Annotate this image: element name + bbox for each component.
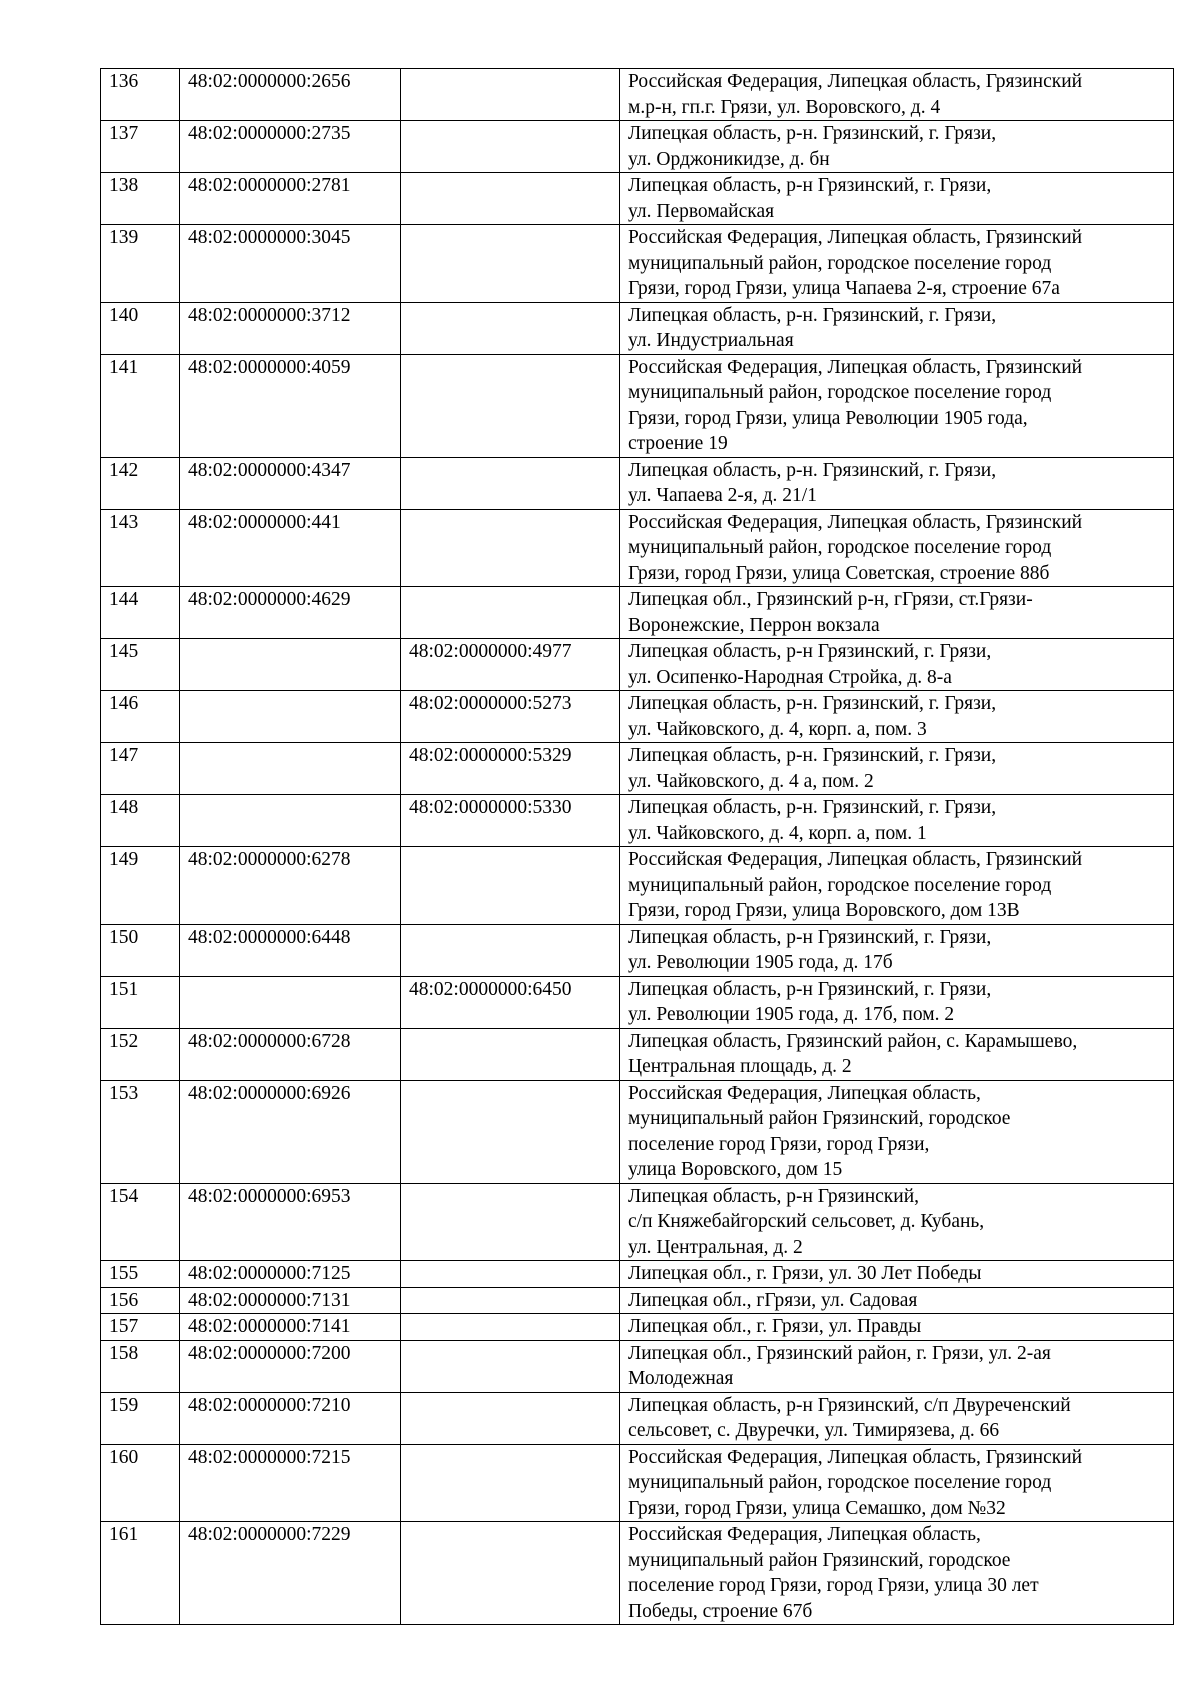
address-cell [620,743,1174,795]
table-row [101,1261,1174,1288]
table-row [101,1183,1174,1261]
land-cadastral-number-cell: 48:02:0000000:7200 [180,1340,401,1392]
row-number-cell: 137 [101,121,180,173]
object-cadastral-number-cell [401,1522,620,1625]
land-cadastral-number-cell: 48:02:0000000:7125 [180,1261,401,1288]
address-line: муниципальный район Грязинский, городское [628,1108,1011,1129]
table-row [101,847,1174,925]
object-cadastral-number-cell [401,924,620,976]
address-line: Липецкая область, р-н Грязинский, г. Грязи, [628,641,992,662]
address-line: Победы, строение 67б [628,1600,813,1622]
row-number-cell: 159 [101,1392,180,1444]
address-line: ул. Революции 1905 года, д. 17б, пом. 2 [628,1004,955,1025]
address-line: Липецкая область, р-н Грязинский, [628,1185,920,1207]
address-line: Грязи, город Грязи, улица Воровского, дом 13В [628,900,1020,921]
table-row [101,1028,1174,1080]
address-cell [620,121,1174,173]
address-line: Липецкая обл., Грязинский район, г. Грязи, ул. 2-ая [628,1342,1051,1364]
object-cadastral-number-cell [401,173,620,225]
address-cell [620,587,1174,639]
object-cadastral-number-cell: 48:02:0000000:6450 [401,976,620,1028]
address-cell [620,1444,1174,1522]
address-line: Грязи, город Грязи, улица Советская, строение 88б [628,562,1050,584]
row-number-cell: 147 [101,743,180,795]
address-line: ул. Чайковского, д. 4, корп. а, пом. 3 [628,718,927,740]
row-number-cell: 156 [101,1287,180,1314]
table-row [101,795,1174,847]
land-cadastral-number-cell: 48:02:0000000:6953 [180,1183,401,1261]
land-cadastral-number-cell: 48:02:0000000:6926 [180,1080,401,1183]
address-cell [620,1522,1174,1625]
land-cadastral-number-cell: 48:02:0000000:2781 [180,173,401,225]
address-line: Липецкая область, р-н. Грязинский, г. Грязи, [628,693,997,714]
land-cadastral-number-cell: 48:02:0000000:4059 [180,354,401,457]
table-row [101,121,1174,173]
address-cell [620,1080,1174,1183]
address-line: муниципальный район, городское поселение город [628,874,1052,896]
land-cadastral-number-cell: 48:02:0000000:7215 [180,1444,401,1522]
address-line: м.р-н, гп.г. Грязи, ул. Воровского, д. 4 [628,96,941,118]
address-line: муниципальный район, городское поселение город [628,382,1052,403]
row-number-cell: 145 [101,639,180,691]
table-row [101,691,1174,743]
land-cadastral-number-cell [180,743,401,795]
table-row [101,1340,1174,1392]
land-cadastral-number-cell [180,795,401,847]
address-cell [620,795,1174,847]
land-cadastral-number-cell: 48:02:0000000:6728 [180,1028,401,1080]
object-cadastral-number-cell [401,225,620,303]
land-cadastral-number-cell: 48:02:0000000:2656 [180,69,401,121]
object-cadastral-number-cell [401,1314,620,1341]
address-line: поселение город Грязи, город Грязи, улица 30 лет [628,1575,1039,1596]
address-line: Российская Федерация, Липецкая область, Грязинский [628,849,1083,870]
land-cadastral-number-cell [180,976,401,1028]
object-cadastral-number-cell [401,1287,620,1314]
land-cadastral-number-cell: 48:02:0000000:4629 [180,587,401,639]
object-cadastral-number-cell [401,302,620,354]
row-number-cell: 151 [101,976,180,1028]
table-row [101,225,1174,303]
land-cadastral-number-cell: 48:02:0000000:6448 [180,924,401,976]
land-cadastral-number-cell: 48:02:0000000:441 [180,509,401,587]
object-cadastral-number-cell [401,1028,620,1080]
address-line: Российская Федерация, Липецкая область, [628,1524,981,1545]
land-cadastral-number-cell: 48:02:0000000:7210 [180,1392,401,1444]
row-number-cell: 161 [101,1522,180,1625]
address-line: ул. Чайковского, д. 4 а, пом. 2 [628,770,874,792]
address-line: ул. Революции 1905 года, д. 17б [628,952,893,973]
address-line: ул. Чайковского, д. 4, корп. а, пом. 1 [628,822,927,844]
address-cell [620,1340,1174,1392]
document-page [100,68,1173,1625]
object-cadastral-number-cell: 48:02:0000000:5329 [401,743,620,795]
land-cadastral-number-cell [180,639,401,691]
table-row [101,639,1174,691]
address-line: улица Воровского, дом 15 [628,1159,843,1180]
address-line: Российская Федерация, Липецкая область, [628,1082,981,1104]
address-line: Липецкая обл., Грязинский р-н, гГрязи, ст.Грязи- [628,589,1033,610]
object-cadastral-number-cell [401,1261,620,1288]
land-cadastral-number-cell: 48:02:0000000:7131 [180,1287,401,1314]
address-cell [620,1261,1174,1288]
cadastral-registry-table [100,68,1174,1625]
table-row [101,69,1174,121]
land-cadastral-number-cell: 48:02:0000000:3045 [180,225,401,303]
address-line: ул. Чапаева 2-я, д. 21/1 [628,485,817,506]
row-number-cell: 157 [101,1314,180,1341]
table-row [101,1314,1174,1341]
address-line: с/п Княжебайгорский сельсовет, д. Кубань, [628,1211,985,1232]
address-line: Грязи, город Грязи, улица Революции 1905 года, [628,407,1028,429]
address-cell [620,976,1174,1028]
row-number-cell: 152 [101,1028,180,1080]
address-cell [620,173,1174,225]
address-cell [620,1183,1174,1261]
address-cell [620,1028,1174,1080]
address-cell [620,302,1174,354]
address-cell [620,639,1174,691]
address-line: Российская Федерация, Липецкая область, Грязинский [628,511,1083,533]
row-number-cell: 155 [101,1261,180,1288]
land-cadastral-number-cell: 48:02:0000000:2735 [180,121,401,173]
address-cell [620,509,1174,587]
address-line: ул. Центральная, д. 2 [628,1236,803,1258]
table-row [101,1444,1174,1522]
row-number-cell: 136 [101,69,180,121]
address-line: муниципальный район, городское поселение город [628,537,1052,558]
object-cadastral-number-cell: 48:02:0000000:5330 [401,795,620,847]
object-cadastral-number-cell [401,354,620,457]
object-cadastral-number-cell [401,1392,620,1444]
table-row [101,1392,1174,1444]
row-number-cell: 160 [101,1444,180,1522]
address-line: Центральная площадь, д. 2 [628,1056,852,1077]
table-row [101,1522,1174,1625]
address-line: Молодежная [628,1368,734,1389]
row-number-cell: 139 [101,225,180,303]
table-row [101,743,1174,795]
object-cadastral-number-cell [401,847,620,925]
land-cadastral-number-cell: 48:02:0000000:7141 [180,1314,401,1341]
table-row [101,587,1174,639]
address-cell [620,457,1174,509]
address-line: Российская Федерация, Липецкая область, Грязинский [628,71,1083,92]
address-line: Липецкая область, Грязинский район, с. Карамышево, [628,1030,1078,1052]
land-cadastral-number-cell: 48:02:0000000:4347 [180,457,401,509]
object-cadastral-number-cell [401,121,620,173]
address-line: Липецкая область, р-н. Грязинский, г. Грязи, [628,304,997,326]
row-number-cell: 158 [101,1340,180,1392]
address-cell [620,847,1174,925]
address-line: муниципальный район, городское поселение город [628,1472,1052,1493]
object-cadastral-number-cell [401,509,620,587]
address-cell [620,1392,1174,1444]
table-row [101,509,1174,587]
table-row [101,173,1174,225]
object-cadastral-number-cell: 48:02:0000000:4977 [401,639,620,691]
row-number-cell: 143 [101,509,180,587]
address-line: Липецкая область, р-н Грязинский, г. Грязи, [628,978,992,1000]
address-line: муниципальный район, городское поселение город [628,252,1052,274]
address-line: Липецкая область, р-н Грязинский, с/п Двуреченский [628,1394,1071,1416]
address-line: Липецкая область, р-н. Грязинский, г. Грязи, [628,797,997,818]
row-number-cell: 150 [101,924,180,976]
land-cadastral-number-cell: 48:02:0000000:7229 [180,1522,401,1625]
address-line: Липецкая область, р-н Грязинский, г. Грязи, [628,926,992,948]
table-body [101,69,1174,1625]
object-cadastral-number-cell [401,587,620,639]
address-cell [620,924,1174,976]
address-line: сельсовет, с. Двуречки, ул. Тимирязева, д. 66 [628,1420,1000,1441]
address-line: Липецкая область, р-н. Грязинский, г. Грязи, [628,459,997,481]
object-cadastral-number-cell [401,69,620,121]
address-line: Грязи, город Грязи, улица Семашко, дом №32 [628,1497,1006,1519]
row-number-cell: 140 [101,302,180,354]
address-cell [620,691,1174,743]
table-row [101,1080,1174,1183]
address-line: Воронежские, Перрон вокзала [628,614,880,636]
object-cadastral-number-cell [401,1340,620,1392]
object-cadastral-number-cell [401,1183,620,1261]
row-number-cell: 148 [101,795,180,847]
address-line: Липецкая область, р-н. Грязинский, г. Грязи, [628,123,997,144]
address-line: Грязи, город Грязи, улица Чапаева 2-я, строение 67а [628,278,1060,299]
address-line: ул. Индустриальная [628,330,794,351]
object-cadastral-number-cell [401,1444,620,1522]
address-line: строение 19 [628,433,728,454]
row-number-cell: 154 [101,1183,180,1261]
land-cadastral-number-cell: 48:02:0000000:6278 [180,847,401,925]
row-number-cell: 149 [101,847,180,925]
address-line: муниципальный район Грязинский, городское [628,1549,1011,1571]
address-line: Липецкая область, р-н. Грязинский, г. Грязи, [628,745,997,766]
object-cadastral-number-cell [401,457,620,509]
table-row [101,302,1174,354]
row-number-cell: 146 [101,691,180,743]
address-line: Российская Федерация, Липецкая область, Грязинский [628,356,1083,378]
land-cadastral-number-cell [180,691,401,743]
address-cell [620,1314,1174,1341]
table-row [101,976,1174,1028]
address-cell [620,69,1174,121]
table-row [101,354,1174,457]
table-row [101,924,1174,976]
address-cell [620,354,1174,457]
row-number-cell: 144 [101,587,180,639]
address-line: поселение город Грязи, город Грязи, [628,1133,930,1155]
address-line: ул. Осипенко-Народная Стройка, д. 8-а [628,666,952,688]
address-line: Липецкая обл., г. Грязи, ул. Правды [628,1316,922,1337]
address-line: ул. Орджоникидзе, д. бн [628,148,830,170]
address-line: Липецкая обл., гГрязи, ул. Садовая [628,1289,918,1311]
address-line: ул. Первомайская [628,200,775,222]
address-line: Российская Федерация, Липецкая область, Грязинский [628,1446,1083,1468]
table-row [101,457,1174,509]
address-line: Липецкая обл., г. Грязи, ул. 30 Лет Победы [628,1263,982,1284]
row-number-cell: 138 [101,173,180,225]
object-cadastral-number-cell: 48:02:0000000:5273 [401,691,620,743]
table-row [101,1287,1174,1314]
address-cell [620,1287,1174,1314]
row-number-cell: 142 [101,457,180,509]
address-line: Российская Федерация, Липецкая область, Грязинский [628,227,1083,248]
address-cell [620,225,1174,303]
row-number-cell: 153 [101,1080,180,1183]
address-line: Липецкая область, р-н Грязинский, г. Грязи, [628,175,992,196]
object-cadastral-number-cell [401,1080,620,1183]
land-cadastral-number-cell: 48:02:0000000:3712 [180,302,401,354]
row-number-cell: 141 [101,354,180,457]
